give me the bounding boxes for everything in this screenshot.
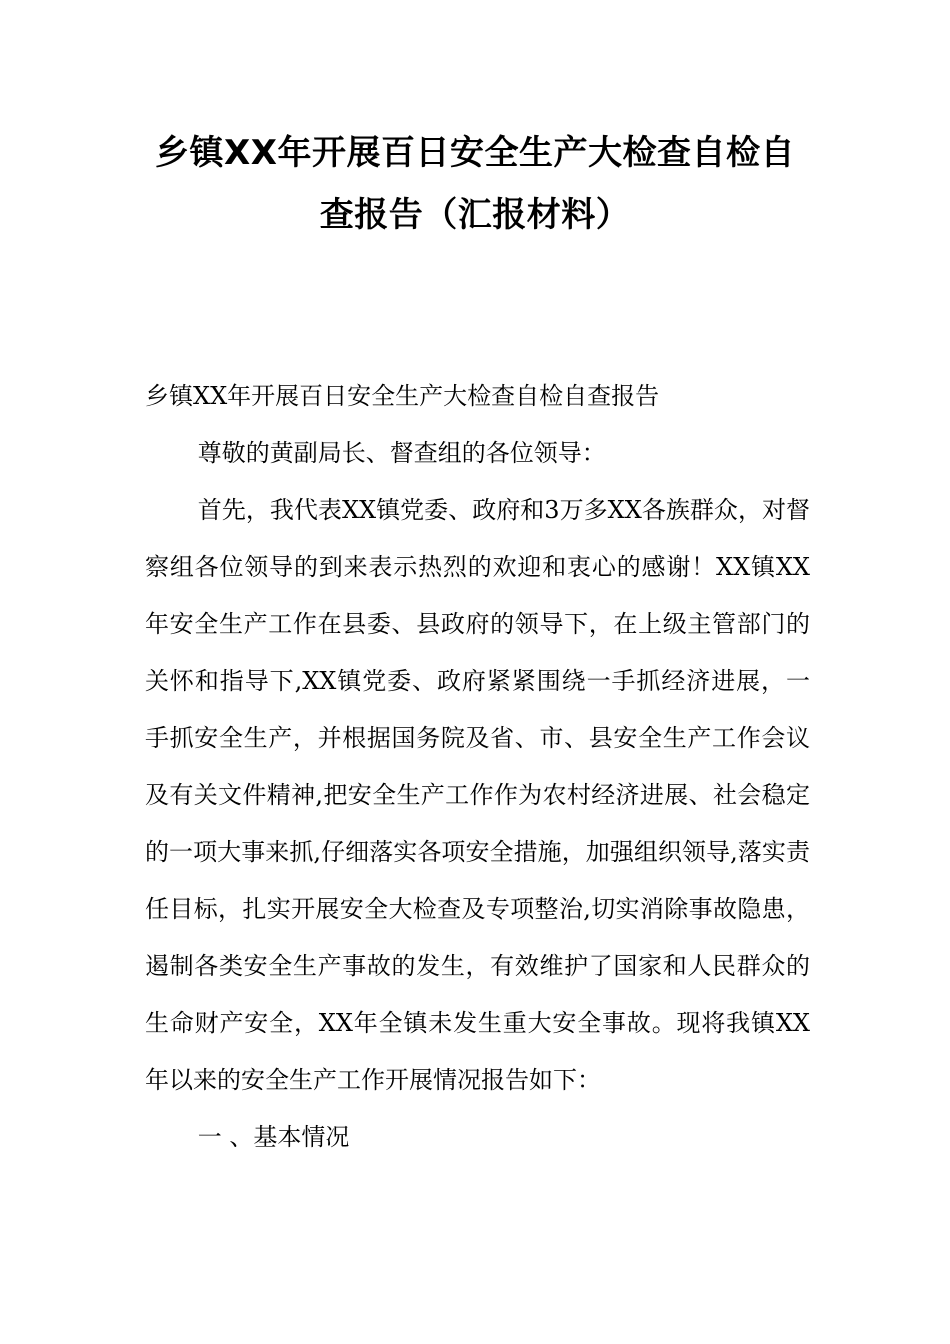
document-title — [120, 122, 830, 246]
intro-paragraph: 首先，我代表XX镇党委、政府和3万多XX各族群众，对督察组各位领导的到来表示热烈的欢迎和衷心的感谢！XX镇XX年安全生产工作在县委、县政府的领导下，在上级主管部门的关怀和指导下,XX镇党委、政府紧紧围绕一手抓经济进展，一手抓安全生产，并根据国务院及省、市、县安全生产工作会议及有关文件精神,把安全生产工作作为农村经济进展、社会稳定的一项大事来抓,仔细落实各项安全措施，加强组织领导,落实责任目标，扎实开展安全大检查及专项整治,切实消除事故隐患，遏制各类安全生产事故的发生，有效维护了国家和人民群众的生命财产安全，XX年全镇未发生重大安全事故。现将我镇XX年以来的安全生产工作开展情况报告如下： — [145, 496, 810, 1094]
section-heading-basic-situation: 一 、基本情况 — [197, 1123, 350, 1151]
title-line-1: 乡镇XX年开展百日安全生产大检查自检自 — [155, 133, 795, 173]
document-body — [145, 368, 810, 1166]
salutation: 尊敬的黄副局长、督查组的各位领导： — [197, 439, 606, 467]
title-line-2: 查报告（汇报材料） — [319, 195, 631, 235]
report-subtitle: 乡镇XX年开展百日安全生产大检查自检自查报告 — [145, 382, 660, 410]
